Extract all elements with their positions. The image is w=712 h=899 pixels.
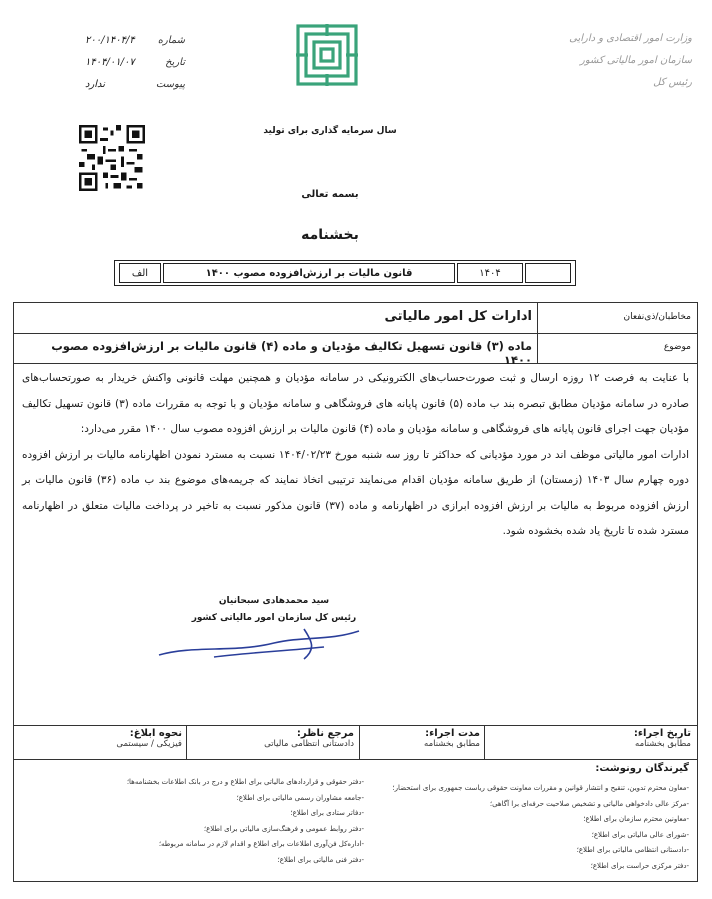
cc-item: -اداره‌کل فن‌آوری اطلاعات برای اطلاع و اقدام لازم در سامانه مربوطه؛ (158, 840, 364, 848)
cc-item: -دفاتر ستادی برای اطلاع؛ (290, 809, 364, 817)
reference-bar (114, 260, 576, 286)
duration-cell (364, 728, 480, 749)
cc-label: گیرندگان رونوشت: (595, 763, 689, 774)
cc-item: -دفتر روابط عمومی و فرهنگ‌سازی مالیاتی برای اطلاع؛ (203, 824, 364, 833)
signatory-title: رئیس کل سازمان امور مالیاتی کشور (191, 613, 357, 623)
date-row (85, 52, 185, 74)
notice-value: فیزیکی / سیستمی (116, 739, 182, 749)
cc-item: -معاونین محترم سازمان برای اطلاع؛ (583, 815, 689, 823)
cc-item: -جامعه مشاوران رسمی مالیاتی برای اطلاع؛ (236, 793, 364, 802)
divider (14, 333, 697, 334)
number-value: ۲۰۰/۱۴۰۴/۴ (85, 35, 135, 46)
date-value: ۱۴۰۴/۰۱/۰۷ (85, 57, 135, 68)
ref-law-box (163, 263, 455, 283)
duration-value: مطابق بخشنامه (424, 739, 480, 749)
ministry-line: وزارت امور اقتصادی و دارایی (569, 33, 692, 44)
document-type-title: بخشنامه (301, 227, 359, 243)
basmala: بسمه تعالی (301, 189, 359, 200)
notice-cell (20, 728, 182, 749)
handwritten-signature-icon (154, 623, 374, 663)
year-slogan: سال سرمایه گذاری برای تولید (263, 126, 397, 136)
exec-date-cell (490, 728, 691, 749)
body-paragraph: ادارات امور مالیاتی موظف اند در مورد مؤدیانی که حداکثر تا روز سه شنبه مورخ ۱۴۰۴/۰۲/۲۳ نسبت به مسترد نمودن اظهارنامه مالیات بر ارزش افزوده دوره چهارم سال ۱۴۰۳ (زمستان) از طریق سامانه مؤدیان اقدام می‌نمایند ترتیبی اتخاذ نمایند که جریمه‌های موضوع بند ب ماده (۳۶) قانون مالیات بر ارزش افزوده مربوط به مالیات بر ارزش افزوده ابرازی در اظهارنامه و ماده (۳۷) قانون مذکور نسبت به تاخیر در پرداخت مالیات متعلق در اظهارنامه مسترد شده تا تاریخ یاد شده بخشوده شود. (22, 448, 689, 537)
divider (14, 759, 697, 760)
document-meta (85, 30, 185, 96)
exec-date-value: مطابق بخشنامه (635, 739, 691, 749)
addressees-label: مخاطبان/ذی‌نفعان (623, 312, 691, 322)
subject-value: ماده (۳) قانون تسهیل تکالیف مؤدیان و ماده (۴) قانون مالیات بر ارزش‌افزوده مصوب ۱۴۰۰ (51, 339, 532, 367)
authority-value: دادستانی انتظامی مالیاتی (264, 739, 354, 749)
divider (359, 725, 360, 759)
cc-item: -شورای عالی مالیاتی برای اطلاع؛ (591, 830, 689, 839)
number-label: شماره (157, 35, 185, 46)
ref-blank-box (525, 263, 571, 283)
exec-date-label: تاریخ اجراء: (633, 728, 691, 739)
addressees-value: ادارات کل امور مالیاتی (384, 309, 532, 324)
cc-item: -دادستانی انتظامی مالیاتی برای اطلاع؛ (576, 846, 689, 854)
ministry-line: سازمان امور مالیاتی کشور (580, 55, 692, 66)
number-row (85, 30, 185, 52)
circular-body (22, 366, 689, 545)
ref-number-box (457, 263, 523, 283)
cc-item: -معاون محترم تدوین، تنقیح و انتشار قوانین و مقررات معاونت حقوقی ریاست جمهوری برای استحضار؛ (392, 784, 689, 792)
tax-organization-logo-icon (294, 22, 360, 88)
cc-item: -دفتر فنی مالیاتی برای اطلاع؛ (277, 855, 364, 864)
ref-number: ۱۴۰۴ (479, 267, 501, 279)
body-paragraph: با عنایت به فرصت ۱۲ روزه ارسال و ثبت صورت‌حساب‌های الکترونیکی در سامانه مؤدیان و همچنین مهلت قانونی واکنش خریدار به صورتحساب‌های صادره در سامانه مؤدیان مطابق تبصره بند ب ماده (۵) قانون پایانه های فروشگاهی و سامانه مؤدیان و با توجه به مقررات ماده (۳) قانون تسهیل تکالیف مؤدیان جهت اجرای قانون پایانه های فروشگاهی و سامانه مؤدیان و ماده (۴) قانون مالیات بر ارزش افزوده مصوب سال ۱۴۰۰ مقرر می‌دارد: (22, 372, 689, 435)
qr-code-icon (79, 125, 145, 191)
authority-label: مرجع ناظر: (296, 728, 354, 739)
attachment-row (85, 74, 185, 96)
authority-cell (192, 728, 354, 749)
ministry-line: رئیس کل (653, 77, 692, 88)
divider (484, 725, 485, 759)
circular-table (13, 302, 698, 882)
ref-law-title: قانون مالیات بر ارزش‌افزوده مصوب ۱۴۰۰ (205, 267, 413, 279)
signatory-name: سید محمدهادی سبحانیان (218, 596, 330, 606)
notice-label: نحوه ابلاغ: (129, 728, 182, 739)
signature-block (174, 593, 374, 627)
cc-right-column (359, 781, 689, 874)
duration-label: مدت اجراء: (425, 728, 480, 739)
cc-item: -دفتر مرکزی حراست برای اطلاع؛ (590, 861, 689, 870)
date-label: تاریخ (165, 57, 185, 68)
divider (186, 725, 187, 759)
divider (14, 725, 697, 726)
subject-label: موضوع (663, 342, 691, 352)
ref-letter-box (119, 263, 161, 283)
cc-item: -دفتر حقوقی و قراردادهای مالیاتی برای اطلاع و درج در بانک اطلاعات بخشنامه‌ها؛ (126, 778, 364, 786)
attachment-value: ندارد (85, 79, 106, 90)
cc-left-column (74, 775, 364, 868)
ministry-handwritten (522, 28, 692, 94)
cc-item: -مرکز عالی دادخواهی مالیاتی و تشخیص صلاحیت حرفه‌ای برا آگاهی؛ (489, 799, 689, 808)
attachment-label: پیوست (155, 79, 185, 90)
ref-letter: الف (131, 267, 149, 279)
